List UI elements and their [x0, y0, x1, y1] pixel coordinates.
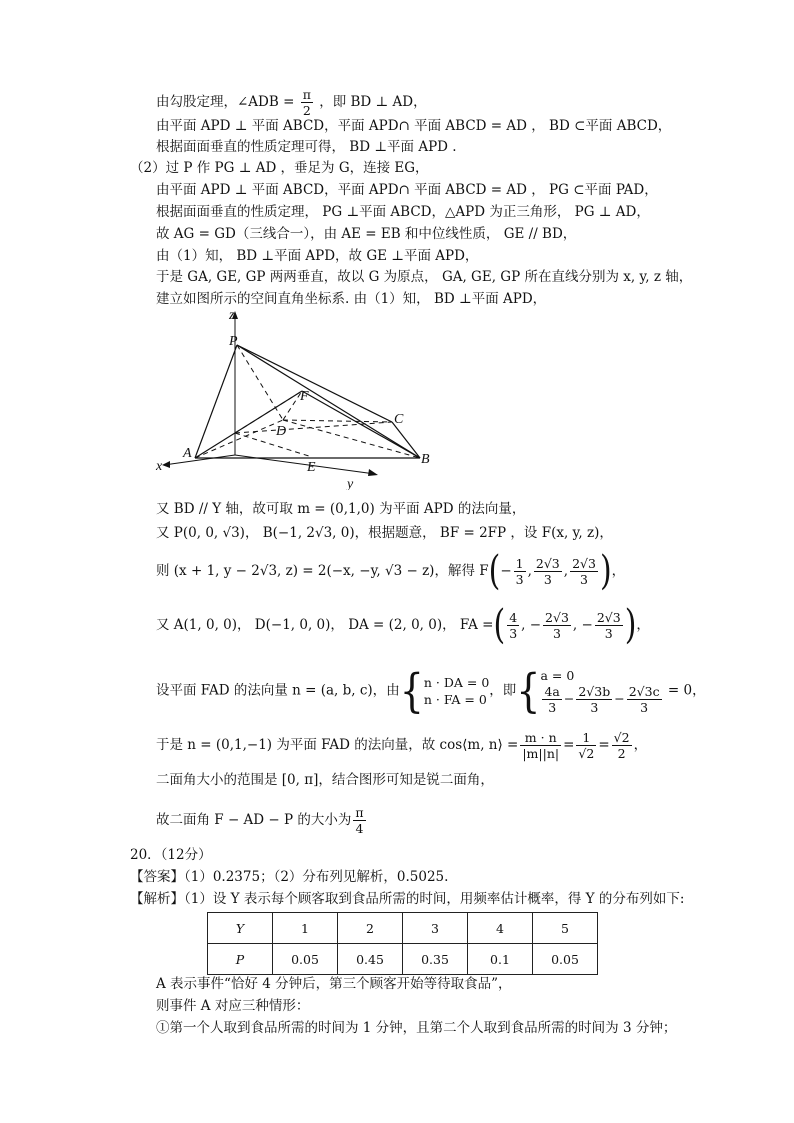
eq-3: a = 0	[540, 668, 575, 683]
fraction	[543, 610, 571, 641]
frac-den: 3	[604, 626, 613, 641]
edge-CB	[392, 422, 420, 458]
fraction	[627, 684, 662, 715]
label-A: A	[183, 446, 192, 461]
table-cell: 0.05	[273, 944, 338, 975]
table-cell: 5	[533, 913, 598, 944]
label-E: E	[307, 460, 316, 475]
frac-den: 3	[580, 572, 588, 587]
line-8: 由（1）知， BD ⊥平面 APD，故 GE ⊥平面 APD，	[156, 248, 479, 264]
system-1	[424, 674, 489, 708]
line-a1: A 表示事件“恰好 4 分钟后，第三个顾客开始等待取食品”，	[156, 976, 512, 992]
frac-den: 3	[590, 700, 599, 715]
frac-den: 2	[302, 103, 311, 118]
paren-close: )	[624, 601, 637, 649]
frac-num: 4a	[544, 684, 560, 699]
line-18-text: 故二面角 F − AD − P 的大小为	[156, 812, 352, 828]
distribution-table	[207, 912, 598, 975]
label-y: y	[347, 477, 354, 490]
line-14: 又 A(1, 0, 0)， D(−1, 0, 0)， DA = (2, 0, 0)， FA =( $\frac{4}{3}$ , − $\frac{2√3}{3}$ , − $\frac{2√3}{3}$ )，	[156, 601, 650, 649]
line-16: 于是 n = (0,1,−1) 为平面 FAD 的法向量，故 cos⟨m, n⟩ = $\frac{m \cdot n}{|m||n|}$ = $\frac{1}{√2}$ = $\frac{√2}{2}$ ，	[156, 730, 648, 761]
table-cell: 1	[273, 913, 338, 944]
table-cell: 4	[468, 913, 533, 944]
fraction	[576, 730, 596, 761]
line-17: 二面角大小的范围是 [0, π]，结合图形可知是锐二面角，	[156, 772, 494, 788]
line-6: 根据面面垂直的性质定理， PG ⊥平面 ABCD，△APD 为正三角形， PG ⊥ AD，	[156, 204, 650, 220]
brace: {	[516, 664, 541, 718]
line-10: 建立如图所示的空间直角坐标系. 由（1）知， BD ⊥平面 APD，	[156, 291, 547, 307]
frac-num: 1	[515, 556, 524, 571]
line-7: 故 AG = GD（三线合一），由 AE = EB 和中位线性质， GE // BD，	[156, 226, 577, 242]
frac-den: 3	[553, 626, 561, 641]
frac-num: 1	[576, 730, 596, 746]
line-15-text: 设平面 FAD 的法向量 n = (a, b, c)，由	[156, 682, 400, 699]
eq-1: n · DA = 0	[423, 675, 490, 690]
frac-den: √2	[578, 746, 595, 761]
frac-num: 2√3	[545, 610, 569, 625]
line-4: （2）过 P 作 PG ⊥ AD ，垂足为 G，连接 EG，	[130, 160, 429, 176]
line-14-text: 又 A(1, 0, 0)， D(−1, 0, 0)， DA = (2, 0, 0)， FA =	[156, 617, 494, 633]
line-15: 设平面 FAD 的法向量 n = (a, b, c)，由{n · DA = 0 n · FA = 0，即{a = 0 $\frac{4a}{3}$ − $\frac{2√3b}{3}$ − $\frac{2√3c}{3}$ = 0，	[156, 664, 706, 718]
line-1	[156, 87, 427, 118]
frac-num: 2√3	[535, 556, 560, 571]
line-15-mid: ，即	[489, 682, 517, 699]
table-cell: 0.1	[468, 944, 533, 975]
table-cell: 3	[403, 913, 468, 944]
table-row	[208, 944, 598, 975]
question-20-heading: 20．（12分）	[130, 847, 212, 863]
edge-PA	[195, 345, 237, 458]
line-18	[156, 805, 368, 836]
eq-2: n · FA = 0	[423, 692, 487, 707]
line-13-text: 则 (x + 1, y − 2√3, z) = 2(−x, −y, √3 − z)，解得 F	[156, 563, 489, 579]
frac-num: π	[302, 87, 311, 102]
label-x: x	[156, 459, 163, 474]
fraction	[353, 805, 365, 836]
frac-num: 2√3	[572, 556, 596, 571]
fraction	[595, 610, 623, 641]
answer-line: 【答案】（1）0.2375；（2）分布列见解析，0.5025.	[130, 869, 449, 885]
frac-den: 4	[355, 821, 364, 836]
frac-num: π	[355, 805, 364, 820]
fraction	[576, 684, 612, 715]
table-cell: 0.45	[338, 944, 403, 975]
frac-den: 3	[640, 700, 649, 715]
label-B: B	[421, 452, 430, 467]
frac-num: 2√3b	[578, 684, 611, 699]
solution-line: 【解析】（1）设 Y 表示每个顾客取到食品所需的时间，用频率估计概率，得 Y 的分布列如下:	[130, 891, 685, 907]
fraction	[570, 556, 598, 587]
fraction	[507, 610, 519, 641]
table-row	[208, 913, 598, 944]
table-row-label: Y	[208, 913, 273, 944]
edge-PB	[237, 345, 420, 458]
system-2: a = 0 $\frac{4a}{3}$ − $\frac{2√3b}{3}$ − $\frac{2√3c}{3}$	[540, 668, 660, 715]
paren-close: )	[599, 547, 612, 595]
line-1-tail: ，即 BD ⊥ AD，	[319, 94, 427, 110]
line-15-tail: = 0	[667, 682, 693, 699]
line-1-text: 由勾股定理，∠ADB =	[156, 94, 299, 110]
label-C: C	[394, 412, 404, 427]
fraction	[514, 556, 526, 587]
frac-den: 2	[617, 746, 626, 761]
line-a3: ①第一个人取到食品所需的时间为 1 分钟，且第二个人取到食品所需的时间为 3 分钟；	[156, 1020, 677, 1036]
label-F: F	[300, 389, 309, 404]
fraction	[542, 684, 561, 715]
fraction	[612, 730, 632, 761]
line-9: 于是 GA, GE, GP 两两垂直，故以 G 为原点， GA, GE, GP 所在直线分别为 x, y, z 轴，	[156, 269, 693, 285]
brace: {	[399, 664, 424, 718]
frac-den: 3	[515, 572, 524, 587]
label-D: D	[276, 424, 287, 439]
label-P: P	[229, 334, 238, 349]
line-2: 由平面 APD ⊥ 平面 ABCD，平面 APD∩ 平面 ABCD = AD ， BD ⊂平面 ABCD，	[156, 118, 672, 134]
frac-num: 2√3	[596, 610, 621, 625]
table-cell: 0.05	[533, 944, 598, 975]
table-cell: 2	[338, 913, 403, 944]
frac-den: 3	[509, 626, 518, 641]
line-11: 又 BD // Y 轴，故可取 m = (0,1,0) 为平面 APD 的法向量，	[156, 501, 526, 517]
frac-den: |m||n|	[522, 746, 560, 761]
table-row-label: P	[208, 944, 273, 975]
line-5: 由平面 APD ⊥ 平面 ABCD，平面 APD∩ 平面 ABCD = AD ， PG ⊂平面 PAD，	[156, 182, 658, 198]
pyramid-figure	[150, 305, 450, 490]
line-13: 则 (x + 1, y − 2√3, z) = 2(−x, −y, √3 − z)，解得 F(− $\frac{1}{3}$ , $\frac{2√3}{3}$ , $\frac{2√3}{3}$ )，	[156, 547, 626, 595]
y-axis-arrow	[368, 469, 378, 476]
x-axis-arrow	[162, 461, 170, 468]
line-16-text: 于是 n = (0,1,−1) 为平面 FAD 的法向量，故 cos⟨m, n⟩ =	[156, 737, 519, 753]
line-a2: 则事件 A 对应三种情形：	[156, 998, 310, 1014]
label-z: z	[229, 308, 235, 323]
frac-den: 3	[548, 700, 557, 715]
paren-open: (	[493, 601, 506, 649]
frac-num: √2	[613, 730, 630, 745]
frac-num: 2√3c	[628, 684, 660, 699]
frac-den: 3	[543, 572, 552, 587]
fraction	[301, 87, 313, 118]
line-3: 根据面面垂直的性质定理可得， BD ⊥平面 APD .	[156, 139, 457, 155]
frac-num: 4	[509, 610, 518, 625]
paren-open: (	[488, 547, 501, 595]
line-12: 又 P(0, 0, √3)， B(−1, 2√3, 0)，根据题意， BF = 2FP ，设 F(x, y, z)，	[156, 525, 613, 541]
frac-num: m · n	[520, 730, 561, 746]
fraction	[520, 730, 561, 761]
fraction	[534, 556, 562, 587]
edge-PC	[237, 345, 392, 422]
table-cell: 0.35	[403, 944, 468, 975]
